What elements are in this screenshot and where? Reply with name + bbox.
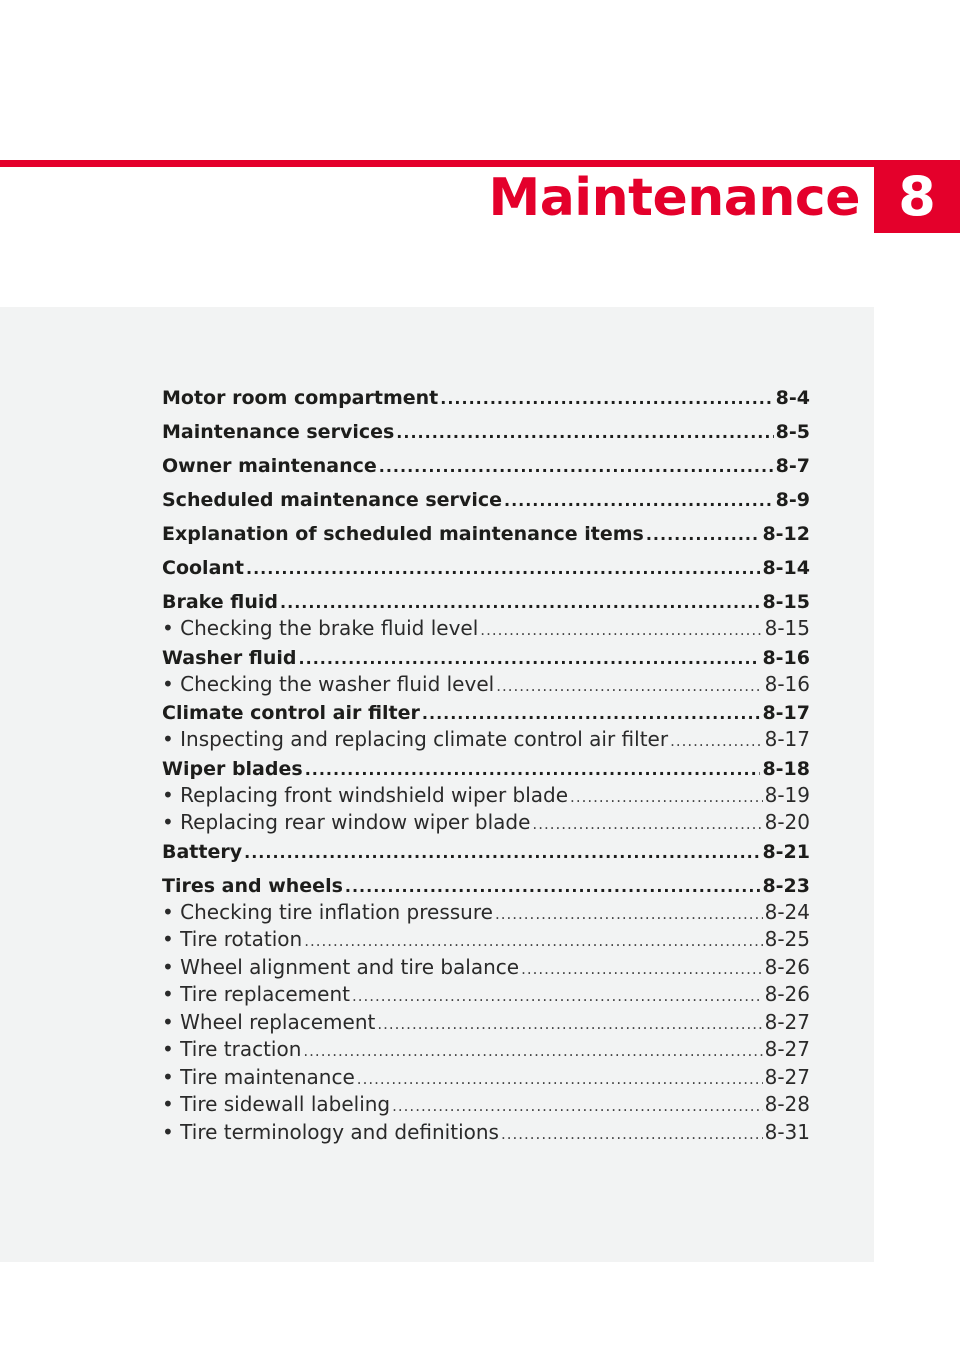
- toc-subentry[interactable]: [162, 1091, 810, 1119]
- toc-subentry[interactable]: [162, 1009, 810, 1037]
- toc-entry-title: • Checking tire inflation pressure: [162, 899, 493, 924]
- toc-entry-title: Climate control air filter: [162, 702, 420, 724]
- toc-page-number: 8-19: [764, 782, 810, 807]
- dot-leader: [440, 384, 773, 414]
- toc-page-number: 8-18: [762, 757, 810, 780]
- toc-entry-title: • Tire replacement: [162, 982, 350, 1006]
- dot-leader: [495, 901, 763, 927]
- dot-leader: [646, 520, 761, 550]
- dot-leader: [504, 486, 774, 516]
- dot-leader: [345, 872, 761, 899]
- toc-page-number: 8-27: [764, 1064, 810, 1089]
- toc-entry-title: • Tire rotation: [162, 927, 303, 951]
- toc-subentry[interactable]: [162, 809, 810, 837]
- dot-leader: [396, 418, 773, 448]
- toc-page-number: 8-4: [775, 387, 810, 409]
- toc-entry[interactable]: [162, 383, 810, 417]
- toc-subentry[interactable]: [162, 954, 810, 982]
- toc-page-number: 8-26: [764, 982, 810, 1006]
- toc-page-number: 8-27: [764, 1009, 810, 1034]
- toc-entry-title: • Tire sidewall labeling: [162, 1092, 391, 1116]
- toc-entry-title: • Tire maintenance: [162, 1064, 355, 1089]
- toc-entry-title: • Checking the brake fluid level: [162, 616, 479, 640]
- toc-entry-title: Tires and wheels: [162, 874, 343, 897]
- toc-page-number: 8-31: [764, 1119, 810, 1144]
- dot-leader: [244, 838, 760, 868]
- dot-leader: [299, 644, 761, 671]
- toc-entry-title: Maintenance services: [162, 421, 395, 443]
- dot-leader: [379, 452, 774, 482]
- toc-entry-title: Motor room compartment: [162, 387, 439, 409]
- toc-page-number: 8-12: [762, 523, 810, 545]
- toc-subentry[interactable]: [162, 899, 810, 927]
- toc-entry-title: • Replacing rear window wiper blade: [162, 810, 531, 834]
- dot-leader: [670, 728, 763, 754]
- toc-subentry[interactable]: [162, 726, 810, 754]
- toc-subentry[interactable]: [162, 671, 810, 699]
- dot-leader: [280, 588, 760, 615]
- toc-subentry[interactable]: [162, 1064, 810, 1092]
- toc-page-number: 8-17: [762, 702, 810, 724]
- toc-subentry[interactable]: [162, 782, 810, 810]
- dot-leader: [480, 617, 762, 643]
- toc-entry[interactable]: [162, 485, 810, 519]
- dot-leader: [501, 1121, 763, 1147]
- table-of-contents: [162, 383, 810, 1146]
- toc-page-number: 8-28: [764, 1092, 810, 1116]
- toc-page-number: 8-5: [775, 421, 810, 443]
- toc-subentry[interactable]: [162, 926, 810, 954]
- toc-entry-title: Brake fluid: [162, 591, 279, 613]
- toc-entry-title: • Checking the washer fluid level: [162, 671, 495, 696]
- toc-page-number: 8-15: [764, 616, 810, 640]
- chapter-title: Maintenance: [488, 168, 860, 228]
- toc-entry[interactable]: [162, 587, 810, 615]
- toc-entry-title: Battery: [162, 840, 243, 863]
- toc-page-number: 8-17: [764, 727, 810, 751]
- toc-subentry[interactable]: [162, 981, 810, 1009]
- toc-entry-title: Coolant: [162, 557, 244, 579]
- toc-entry-title: • Wheel replacement: [162, 1009, 376, 1034]
- toc-page-number: 8-7: [775, 455, 810, 477]
- chapter-number-badge: 8: [874, 160, 960, 233]
- dot-leader: [570, 784, 763, 810]
- toc-entry[interactable]: [162, 754, 810, 782]
- toc-entry-title: Scheduled maintenance service: [162, 489, 502, 511]
- toc-entry-title: • Inspecting and replacing climate control air filter: [162, 727, 669, 751]
- toc-entry[interactable]: [162, 519, 810, 553]
- toc-entry[interactable]: [162, 417, 810, 451]
- toc-entry[interactable]: [162, 871, 810, 899]
- toc-entry-title: • Replacing front windshield wiper blade: [162, 782, 569, 807]
- toc-page-number: 8-14: [762, 557, 810, 579]
- dot-leader: [377, 1011, 762, 1037]
- toc-page-number: 8-26: [764, 954, 810, 979]
- dot-leader: [422, 699, 761, 726]
- toc-subentry[interactable]: [162, 1036, 810, 1064]
- toc-entry-title: Explanation of scheduled maintenance items: [162, 523, 644, 545]
- toc-page-number: 8-16: [764, 671, 810, 696]
- dot-leader: [392, 1093, 762, 1119]
- toc-page-number: 8-20: [764, 810, 810, 834]
- dot-leader: [305, 755, 761, 782]
- toc-entry[interactable]: [162, 837, 810, 871]
- toc-page-number: 8-21: [762, 840, 810, 863]
- toc-page-number: 8-25: [764, 927, 810, 951]
- toc-entry-title: • Tire traction: [162, 1037, 302, 1061]
- toc-page-number: 8-27: [764, 1037, 810, 1061]
- dot-leader: [303, 1038, 762, 1064]
- toc-entry[interactable]: [162, 643, 810, 671]
- dot-leader: [357, 1066, 763, 1092]
- dot-leader: [521, 956, 763, 982]
- toc-page-number: 8-16: [762, 646, 810, 669]
- dot-leader: [532, 811, 762, 837]
- toc-entry-title: • Wheel alignment and tire balance: [162, 954, 520, 979]
- toc-entry[interactable]: [162, 451, 810, 485]
- dot-leader: [496, 673, 762, 699]
- dot-leader: [246, 554, 760, 584]
- dot-leader: [304, 928, 762, 954]
- dot-leader: [352, 983, 763, 1009]
- toc-subentry[interactable]: [162, 1119, 810, 1147]
- toc-page-number: 8-15: [762, 591, 810, 613]
- toc-entry[interactable]: [162, 553, 810, 587]
- toc-entry-title: Washer fluid: [162, 646, 297, 669]
- toc-page-number: 8-9: [775, 489, 810, 511]
- toc-page-number: 8-24: [764, 899, 810, 924]
- toc-entry-title: • Tire terminology and definitions: [162, 1119, 499, 1144]
- toc-entry-title: Owner maintenance: [162, 455, 377, 477]
- toc-entry[interactable]: [162, 698, 810, 726]
- toc-page-number: 8-23: [762, 874, 810, 897]
- toc-subentry[interactable]: [162, 615, 810, 643]
- toc-entry-title: Wiper blades: [162, 757, 303, 780]
